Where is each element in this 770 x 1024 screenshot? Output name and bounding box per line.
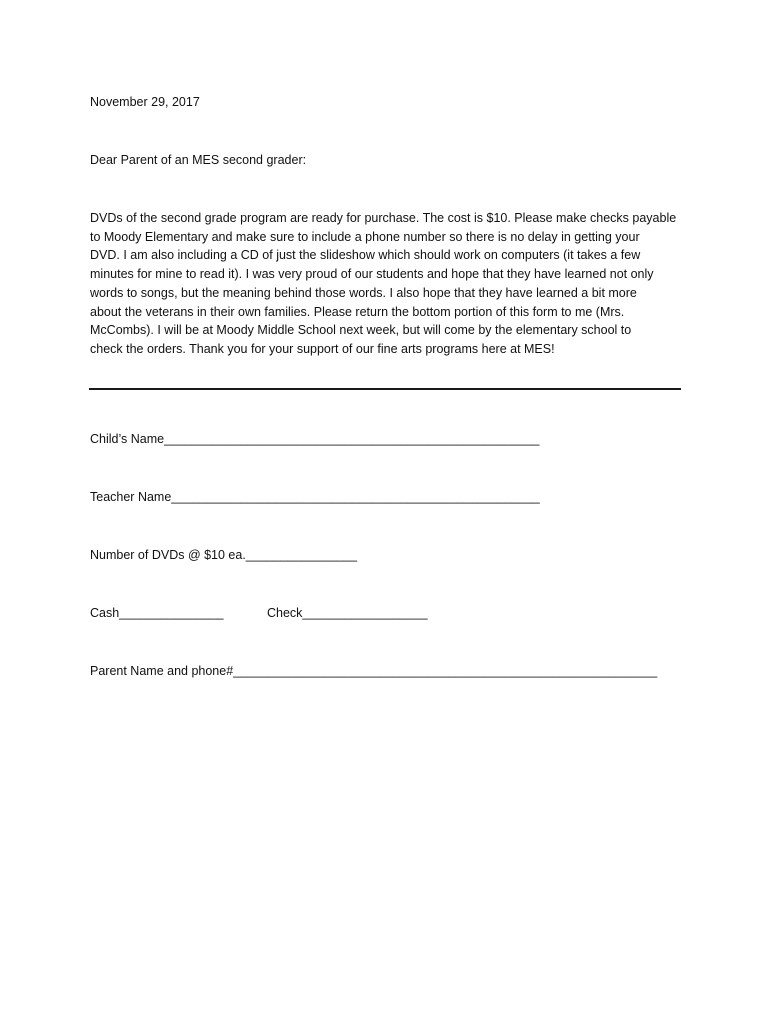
body-line: DVDs of the second grade program are ready for purchase. The cost is $10. Please make checks payable [90,211,677,225]
payment-row [90,604,428,622]
body-line: DVD. I am also including a CD of just the slideshow which should work on computers (it takes a few [90,248,641,263]
body-line: minutes for mine to read it). I was very proud of our students and hope that they have learned not only [90,267,654,282]
body-line: McCombs). I will be at Moody Middle School next week, but will come by the elementary school to [90,323,632,338]
letter-body [90,209,690,359]
number-of-dvds-field[interactable]: Number of DVDs @ $10 ea.________________ [90,548,358,562]
section-divider [89,388,681,390]
parent-name-phone-field[interactable]: Parent Name and phone#_____________________________________________________________ [90,664,658,678]
child-name-field[interactable]: Child’s Name______________________________________________________ [90,432,540,446]
teacher-name-field[interactable]: Teacher Name_____________________________________________________ [90,490,540,504]
body-line: about the veterans in their own families. Please return the bottom portion of this form to me (Mrs. [90,304,625,319]
letter-date: November 29, 2017 [90,95,200,109]
check-field[interactable]: Check__________________ [267,606,428,620]
letter-greeting: Dear Parent of an MES second grader: [90,153,307,167]
body-line: words to songs, but the meaning behind those words. I also hope that they have learned a bit more [90,285,637,300]
cash-field[interactable]: Cash_______________ [90,606,224,620]
body-line: to Moody Elementary and make sure to include a phone number so there is no delay in getting your [90,229,640,244]
body-line: check the orders. Thank you for your support of our fine arts programs here at MES! [90,341,555,356]
